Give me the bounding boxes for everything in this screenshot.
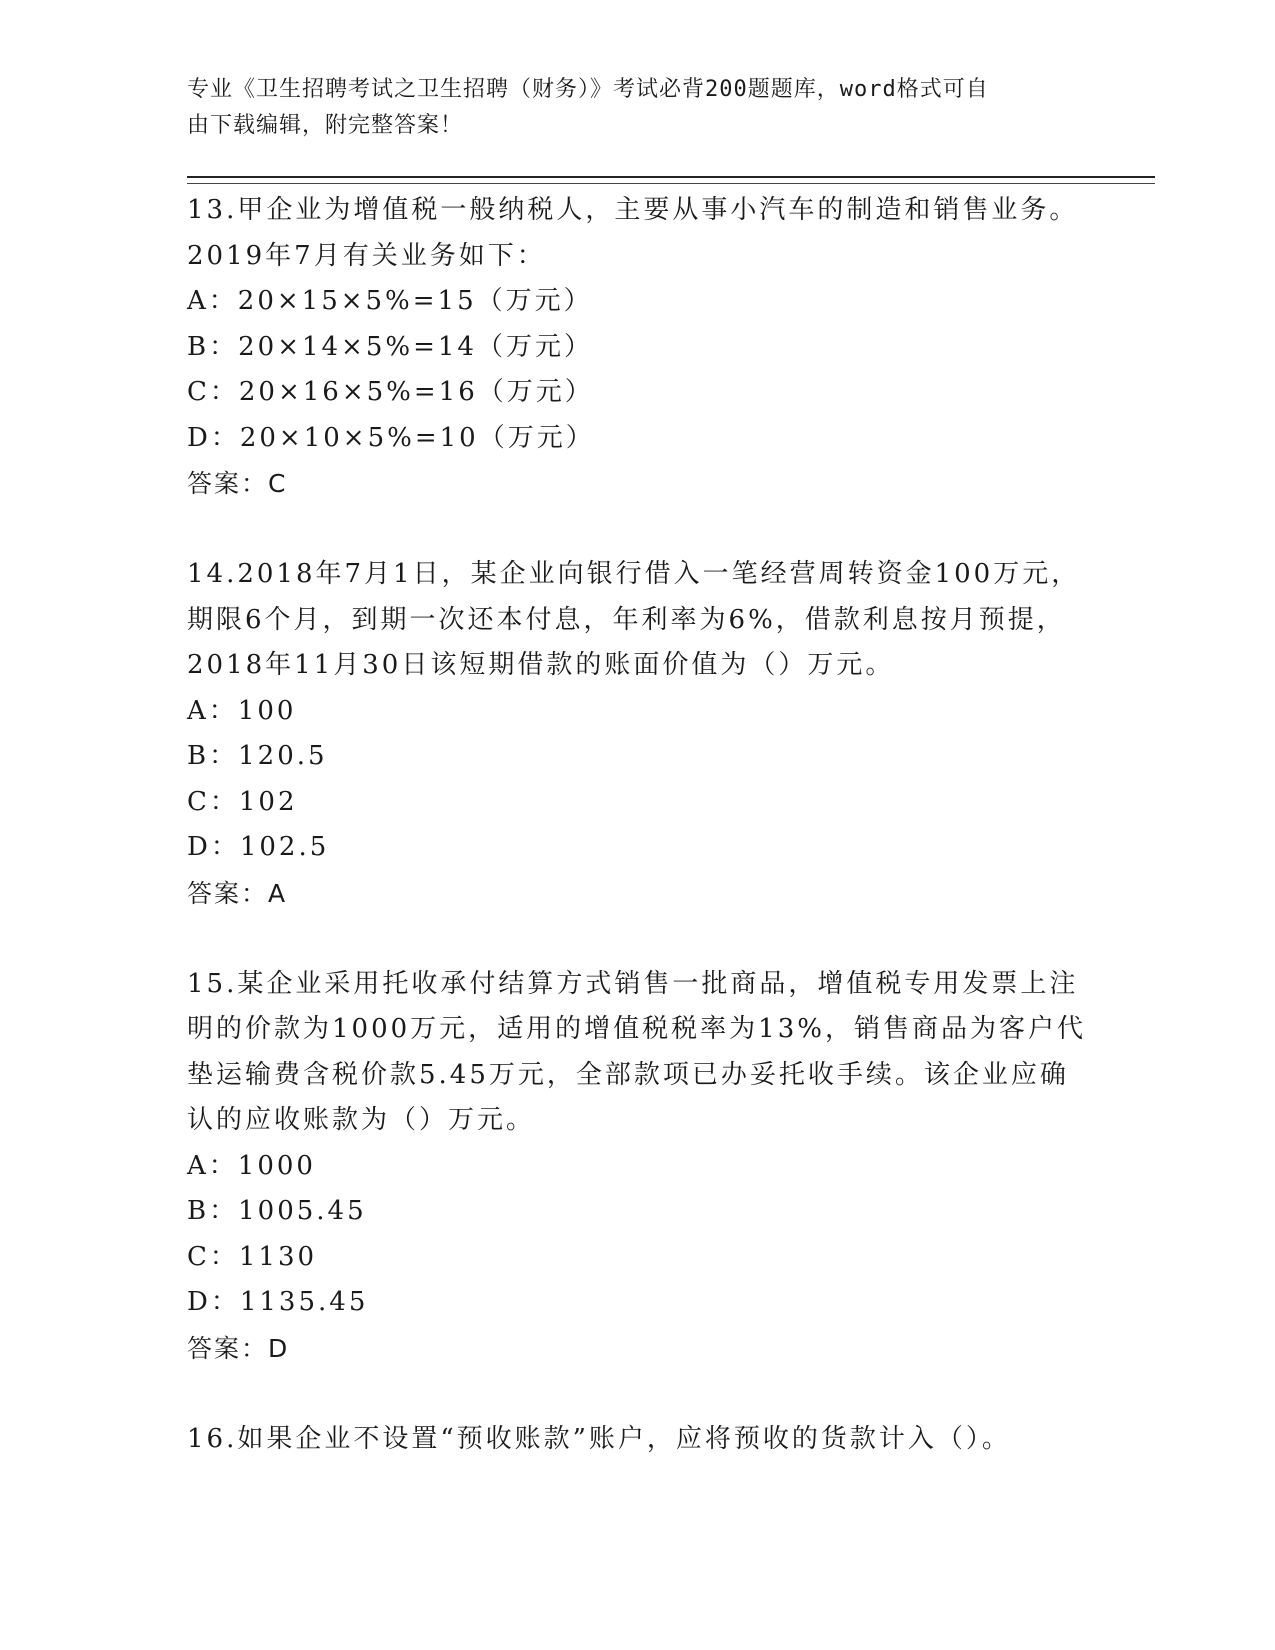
- question-15: [187, 962, 1087, 1372]
- question-stem-line: 明的价款为1000万元，适用的增值税税率为13%，销售商品为客户代: [187, 1014, 1086, 1044]
- option-c: C：102: [187, 786, 298, 817]
- option-b: B：20×14×5%=14（万元）: [187, 331, 593, 362]
- option-d: D：102.5: [187, 832, 330, 862]
- question-stem-line: 14.2018年7月1日，某企业向银行借入一笔经营周转资金100万元，: [187, 559, 1081, 589]
- header-divider-thin: [187, 183, 1155, 184]
- question-stem-line: 期限6个月，到期一次还本付息，年利率为6%，借款利息按月预提，: [187, 604, 1066, 635]
- question-stem-line: 认的应收账款为（）万元。: [187, 1105, 536, 1135]
- spacer: [187, 1371, 1087, 1417]
- header-line-1: 专业《卫生招聘考试之卫生招聘（财务）》考试必背200题题库，word格式可自: [187, 77, 989, 102]
- spacer: [187, 916, 1087, 962]
- option-b: B：1005.45: [187, 1196, 367, 1226]
- option-b: B：120.5: [187, 741, 328, 771]
- question-stem-line: 2019年7月有关业务如下：: [187, 240, 546, 271]
- option-a: A：20×15×5%=15（万元）: [187, 286, 593, 316]
- spacer: [187, 507, 1087, 553]
- header-line-2: 由下载编辑，附完整答案！: [187, 113, 464, 138]
- question-stem-line: 垫运输费含税价款5.45万元，全部款项已办妥托收手续。该企业应确: [187, 1059, 1069, 1090]
- answer-line: 答案：D: [187, 1333, 290, 1363]
- question-16: [187, 1417, 1087, 1463]
- option-d: D：1135.45: [187, 1287, 369, 1317]
- question-stem-line: 13.甲企业为增值税一般纳税人，主要从事小汽车的制造和销售业务。: [187, 195, 1079, 225]
- question-stem-line: 15.某企业采用托收承付结算方式销售一批商品，增值税专用发票上注: [187, 968, 1079, 999]
- question-14: [187, 552, 1087, 916]
- option-c: C：20×16×5%=16（万元）: [187, 377, 594, 407]
- header-divider-thick: [187, 176, 1155, 178]
- question-list: [187, 188, 1087, 1462]
- option-a: A：100: [187, 695, 297, 726]
- option-c: C：1130: [187, 1241, 318, 1272]
- question-stem-line: 16.如果企业不设置“预收账款”账户，应将预收的货款计入（）。: [187, 1423, 1011, 1454]
- question-13: [187, 188, 1087, 507]
- answer-line: 答案：A: [187, 878, 288, 908]
- option-d: D：20×10×5%=10（万元）: [187, 422, 595, 453]
- answer-line: 答案：C: [187, 469, 288, 498]
- question-stem-line: 2018年11月30日该短期借款的账面价值为（）万元。: [187, 650, 895, 680]
- document-header: [187, 72, 1067, 144]
- option-a: A：1000: [187, 1150, 316, 1181]
